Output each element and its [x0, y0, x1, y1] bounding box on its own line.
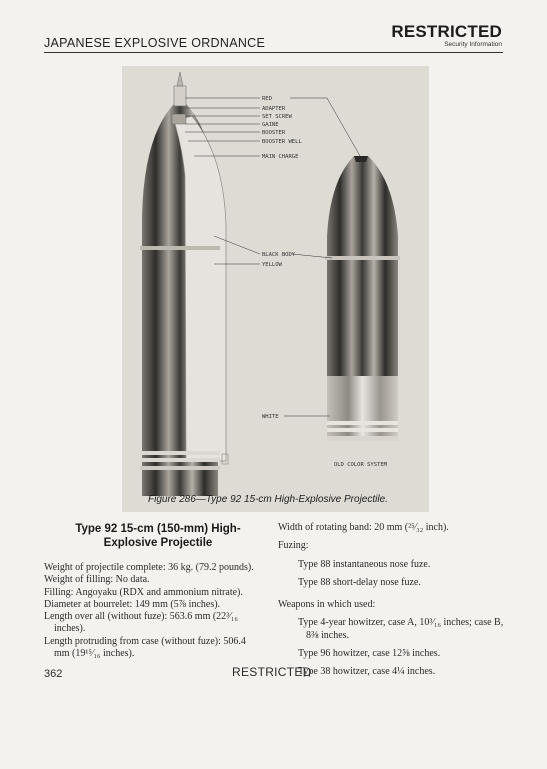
figure-caption: Figure 286—Type 92 15-cm High-Explosive Projectile.: [148, 494, 388, 505]
classification-label: RESTRICTED: [391, 22, 502, 41]
spec-length-overall: Length over all (without fuze): 563.6 mm (22³⁄₁₆ inches).: [44, 611, 238, 635]
fuze-item: Type 88 short-delay nose fuze.: [298, 576, 421, 588]
callout-old-color-system: OLD COLOR SYSTEM: [334, 462, 387, 468]
exterior-projectile: [325, 156, 400, 441]
projectile-figure: [122, 66, 429, 512]
spec-length-protruding: Length protruding from case (without fuze): 506.4 mm (19¹⁵⁄₁₆ inches).: [44, 635, 246, 660]
weapon-item: Type 4-year howitzer, case A, 10³⁄₁₆ inches; case B, 8⅜ inches.: [298, 617, 504, 641]
header-rule: [44, 52, 503, 53]
fuzing-weapons-column: [278, 522, 508, 679]
weapons-label: Weapons in which used:: [278, 599, 376, 611]
callout-main-charge: MAIN CHARGE: [262, 154, 299, 160]
classification-block: [391, 22, 502, 48]
callout-set-screw: SET SCREW: [262, 114, 292, 120]
callout-booster: BOOSTER: [262, 130, 286, 136]
weapon-item: Type 96 howitzer, case 12⅝ inches.: [298, 648, 441, 660]
callout-yellow: YELLOW: [262, 262, 282, 268]
callout-gaine: GAINE: [262, 122, 279, 128]
spec-diameter: Diameter at bourrelet: 149 mm (5⅞ inches).: [44, 598, 221, 610]
security-information-label: Security Information: [444, 41, 502, 48]
callout-adapter: ADAPTER: [262, 106, 286, 112]
projectile-illustration: [122, 66, 429, 512]
weapon-item: Type 38 howitzer, case 4¼ inches.: [298, 666, 436, 678]
callout-white: WHITE: [262, 414, 279, 420]
callout-red: RED: [262, 96, 272, 102]
footer-classification: RESTRICTED: [232, 665, 312, 679]
specs-column: [44, 522, 262, 660]
fuze-item: Type 88 instantaneous nose fuze.: [298, 558, 431, 570]
cutaway-projectile: [140, 72, 228, 496]
running-header: JAPANESE EXPLOSIVE ORDNANCE: [44, 36, 266, 50]
fuzing-label: Fuzing:: [278, 540, 309, 552]
spec-weight-complete: Weight of projectile complete: 36 kg. (79.2 pounds).: [44, 562, 254, 573]
section-title: Type 92 15-cm (150-mm) High-Explosive Projectile: [75, 523, 241, 549]
page-number: 362: [44, 668, 63, 680]
spec-rotating-band: Width of rotating band: 20 mm (²⁵⁄₃₂ inch).: [278, 522, 449, 533]
spec-weight-filling: Weight of filling: No data.: [44, 574, 150, 586]
callout-black-body: BLACK BODY: [262, 252, 296, 258]
spec-filling: Filling: Angoyaku (RDX and ammonium nitrate).: [44, 586, 243, 598]
callout-booster-well: BOOSTER WELL: [262, 139, 302, 145]
